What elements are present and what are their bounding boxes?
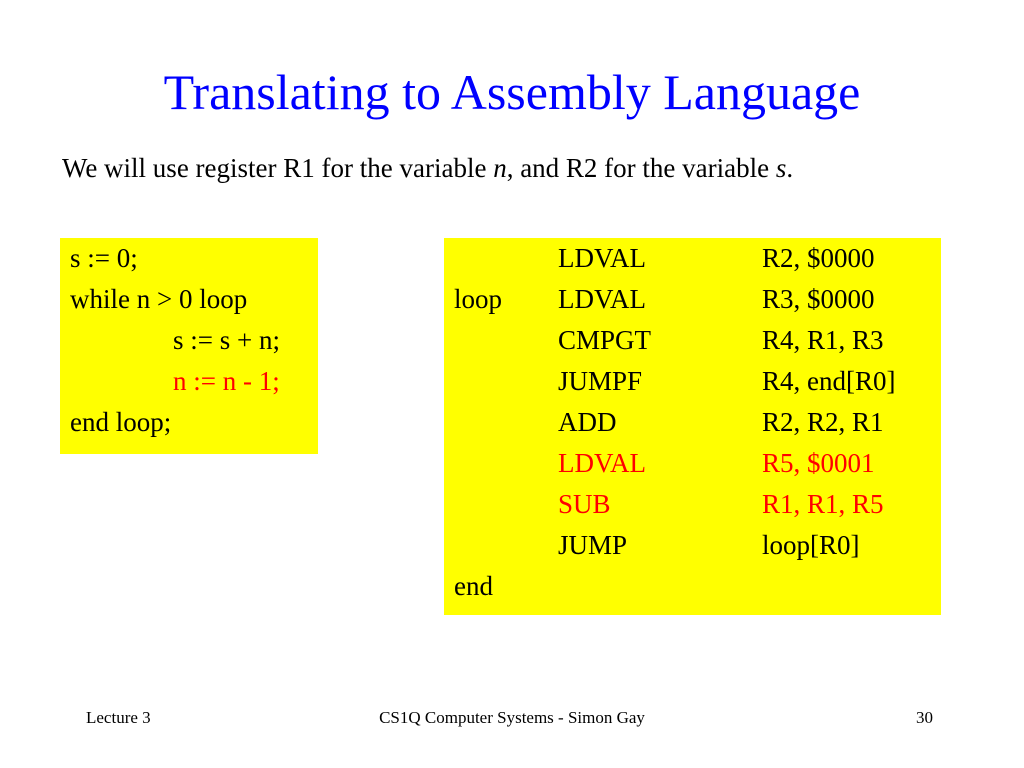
assembly-opcode: CMPGT [558,325,652,355]
assembly-opcode: JUMP [558,530,628,560]
source-code-box [60,238,318,454]
assembly-operands: R2, R2, R1 [762,407,884,437]
slide-subtitle [62,150,793,186]
assembly-opcode: LDVAL [558,448,647,478]
subtitle-text-post: . [786,153,794,183]
assembly-row [444,238,941,279]
assembly-opcode: LDVAL [558,284,647,314]
assembly-operands: R2, $0000 [762,243,875,273]
source-line-highlighted: n := n - 1; [173,366,280,396]
assembly-row [444,525,941,566]
subtitle-var-s: s [775,153,787,183]
subtitle-text-pre: We will use register R1 for the variable [62,153,494,183]
assembly-row [444,279,941,320]
subtitle-var-n: n [493,153,507,183]
assembly-row [444,566,941,607]
footer-page-number: 30 [916,708,933,727]
subtitle-text-mid: , and R2 for the variable [506,153,776,183]
assembly-label: loop [454,284,503,314]
assembly-code-box [444,238,941,615]
source-line: s := s + n; [173,325,280,355]
source-line: while n > 0 loop [70,284,248,314]
slide-title: Translating to Assembly Language [163,64,861,120]
assembly-row [444,320,941,361]
assembly-opcode: LDVAL [558,243,647,273]
assembly-row-highlighted [444,443,941,484]
footer-course: CS1Q Computer Systems - Simon Gay [379,708,645,727]
assembly-operands: R3, $0000 [762,284,875,314]
assembly-row [444,361,941,402]
assembly-operands: R4, end[R0] [762,366,896,396]
source-line: s := 0; [70,243,138,273]
assembly-operands: R4, R1, R3 [762,325,884,355]
assembly-operands: R5, $0001 [762,448,875,478]
assembly-opcode: JUMPF [558,366,643,396]
assembly-operands: R1, R1, R5 [762,489,884,519]
assembly-operands: loop[R0] [762,530,860,560]
assembly-opcode: SUB [558,489,611,519]
source-line: end loop; [70,407,172,437]
assembly-row [444,402,941,443]
footer-lecture: Lecture 3 [86,708,151,727]
assembly-label: end [454,571,493,601]
assembly-row-highlighted [444,484,941,525]
assembly-opcode: ADD [558,407,617,437]
